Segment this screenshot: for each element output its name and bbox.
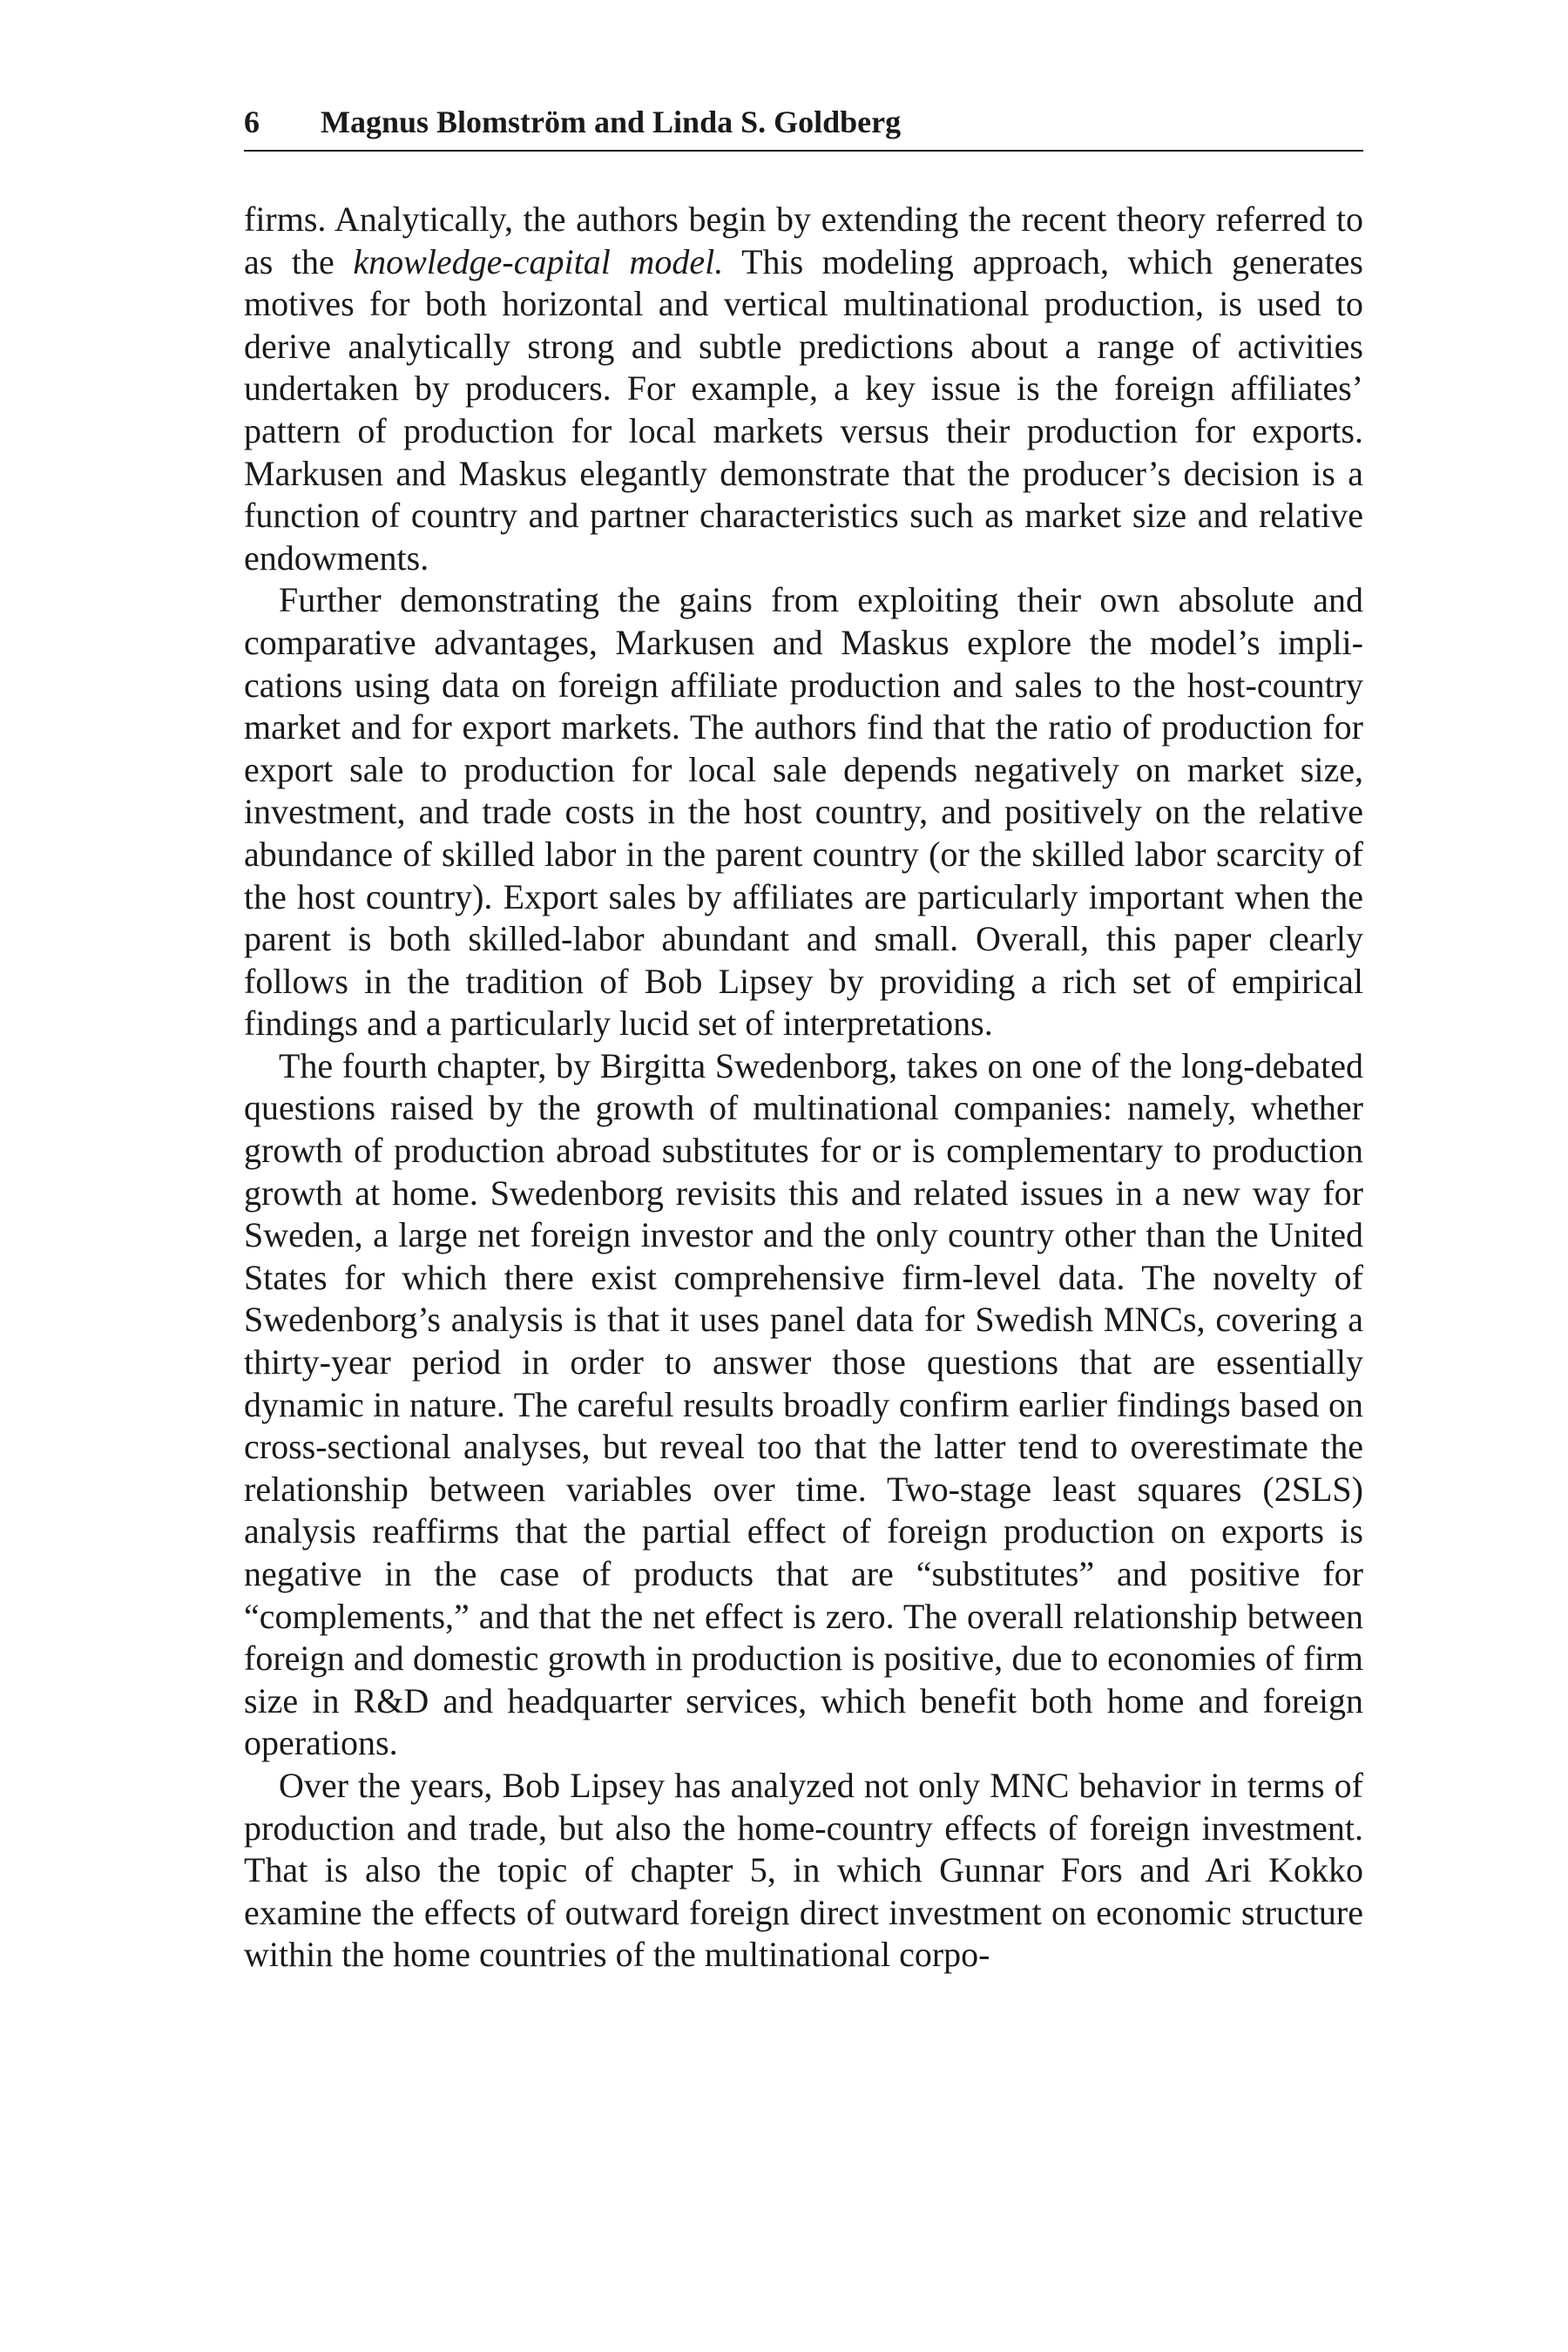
paragraph-1 bbox=[244, 199, 1363, 579]
paragraph-4: Over the years, Bob Lipsey has analyzed not only MNC behavior in terms of production and trade, but also the home-country effects of foreign investment. That is also the topic of chapter 5, in which Gunnar Fors and Ari Kokko examine the effects of outward foreign direct investment on economic structure within the home countries of the multinational corpo- bbox=[244, 1765, 1363, 1975]
paragraph-1-text-a: firms. Analytically, the authors begin by extending the recent theory referred to as the bbox=[244, 199, 1363, 281]
page-number: 6 bbox=[244, 105, 260, 139]
paragraph-2: Further demonstrating the gains from exploiting their own absolute and comparative advantages, Markusen and Maskus explore the model’s implications using data on foreign affiliate production and sales to the host-country market and for export markets. The authors find that the ratio of production for export sale to production for local sale depends negatively on market size, investment, and trade costs in the host country, and positively on the relative abundance of skilled labor in the parent country (or the skilled labor scarcity of the host country). Export sales by affiliates are particularly important when the parent is both skilled-labor abundant and small. Overall, this paper clearly follows in the tradition of Bob Lipsey by providing a rich set of empirical findings and a particularly lucid set of interpretations. bbox=[244, 580, 1363, 1044]
running-head bbox=[244, 98, 1363, 152]
italic-term-knowledge-capital-model: knowledge-capital model. bbox=[353, 241, 724, 281]
body-text bbox=[244, 199, 1363, 1977]
paragraph-3: The fourth chapter, by Birgitta Swedenborg, takes on one of the long-debated questions raised by the growth of multinational companies: namely, whether growth of production abroad substitutes for or is complementary to production growth at home. Swedenborg revisits this and related issues in a new way for Sweden, a large net foreign investor and the only country other than the United States for which there exist comprehensive firm-level data. The novelty of Swedenborg’s analysis is that it uses panel data for Swedish MNCs, covering a thirty-year period in order to answer those questions that are essentially dynamic in nature. The careful results broadly confirm earlier findings based on cross-sectional analyses, but reveal too that the latter tend to overestimate the relationship between variables over time. Two-stage least squares (2SLS) analysis reaffirms that the partial effect of foreign production on exports is negative in the case of products that are “substitutes” and positive for “complements,” and that the net effect is zero. The overall relationship between foreign and domestic growth in production is positive, due to economies of firm size in R&D and headquarter services, which benefit both home and foreign operations. bbox=[244, 1045, 1363, 1763]
running-head-authors: Magnus Blomström and Linda S. Goldberg bbox=[321, 105, 902, 139]
paragraph-1-text-b: This modeling approach, which generates motives for both horizontal and vertical multinational production, is used to derive analytically strong and subtle predictions about a range of activities undertaken by producers. For example, a key issue is the foreign affiliates’ pattern of production for local markets versus their production for exports. Markusen and Maskus elegantly demonstrate that the producer’s decision is a function of country and partner characteristics such as market size and relative endowments. bbox=[244, 241, 1363, 578]
